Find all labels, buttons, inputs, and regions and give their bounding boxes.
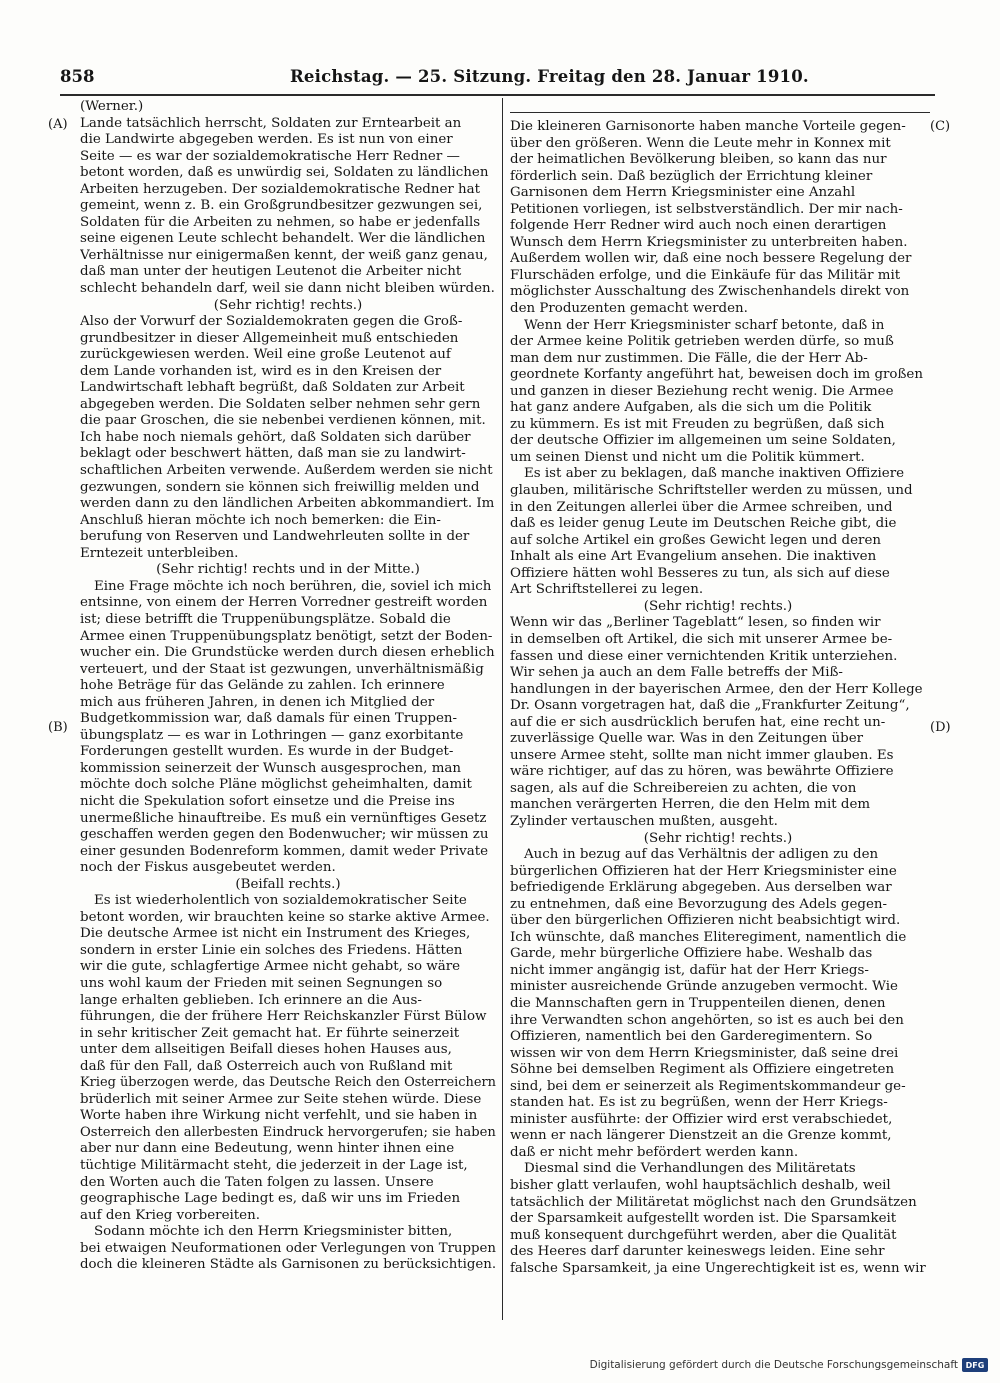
text-line: Art Schriftstellerei zu legen. (510, 582, 704, 598)
header-rule (60, 94, 935, 96)
text-line: Lande tatsächlich herrscht, Soldaten zur Erntearbeit an (80, 115, 462, 131)
text-line: Armee einen Truppenübungsplatz benötigt, setzt der Boden- (80, 628, 493, 644)
text-line: (Sehr richtig! rechts.) (213, 297, 363, 313)
text-line: geschaffen werden gegen den Bodenwucher; wir müssen zu (80, 827, 489, 843)
text-line: geographische Lage bedingt es, daß wir uns im Frieden (80, 1191, 461, 1207)
text-line: daß für den Fall, daß Österreich auch von Rußland mit (80, 1058, 453, 1074)
dfg-logo: DFG (962, 1358, 988, 1372)
text-line: unsere Armee steht, sollte man nicht immer glauben. Es (510, 747, 894, 763)
text-line: daß er nicht mehr befördert werden kann. (510, 1144, 799, 1160)
margin-marker-d: (D) (930, 720, 951, 735)
text-line: übungsplatz — es war in Lothringen — ganz exorbitante (80, 727, 464, 743)
text-line: Wir sehen ja auch an dem Falle betreffs der Miß- (510, 665, 843, 681)
text-line: abgegeben werden. Die Soldaten selber nehmen sehr gern (80, 396, 481, 412)
text-line: Außerdem wollen wir, daß eine noch bessere Regelung der (510, 251, 912, 267)
text-line: Die kleineren Garnisonorte haben manche Vorteile gegen- (510, 119, 906, 134)
text-line: Ich habe noch niemals gehört, daß Soldaten sich darüber (80, 429, 471, 445)
text-line: wir die gute, schlagfertige Armee nicht gehabt, so wäre (80, 959, 461, 975)
text-line: wissen wir von dem Herrn Kriegsminister, daß seine drei (510, 1045, 899, 1061)
text-line: Zylinder vertauschen mußten, ausgeht. (510, 813, 778, 829)
text-line: Soldaten für die Arbeiten zu nehmen, so habe er jedenfalls (80, 214, 481, 230)
text-line: nicht die Spekulation sofort einsetze und die Preise ins (80, 793, 455, 809)
text-line: wäre richtiger, auf das zu hören, was bewährte Offiziere (510, 764, 894, 780)
text-line: wucher ein. Die Grundstücke werden durch diesen erheblich (80, 645, 495, 661)
text-line: in sehr kritischer Zeit gemacht hat. Er führte seinerzeit (80, 1025, 460, 1041)
text-line: Söhne bei demselben Regiment als Offiziere eingetreten (510, 1062, 895, 1078)
running-header (60, 67, 935, 93)
text-line: minister ausführte: der Offizier wird erst verabschiedet, (510, 1111, 893, 1127)
text-line: uns wohl kaum der Frieden mit seinen Segnungen so (80, 975, 443, 991)
text-line: verteuert, und der Staat ist gezwungen, unverhältnismäßig (80, 661, 484, 677)
text-line: die Mannschaften gern in Truppenteilen dienen, denen (510, 995, 886, 1011)
text-line: handlungen in der bayerischen Armee, den der Herr Kollege (510, 681, 923, 697)
text-line: Landwirtschaft lebhaft begrüßt, daß Soldaten zur Arbeit (80, 380, 465, 396)
margin-marker-c: (C) (930, 119, 951, 134)
margin-marker-a: (A) (48, 117, 68, 132)
text-line: (Werner.) (80, 99, 144, 114)
text-line: Offiziere hätten wohl Besseres zu tun, als sich auf diese (510, 565, 890, 581)
text-line: berufung von Reserven und Landwehrleuten sollte in der (80, 529, 470, 545)
text-line: Budgetkommission war, daß damals für einen Truppen- (80, 711, 458, 727)
text-line: auf den Krieg vorbereiten. (80, 1207, 260, 1223)
text-line: hat ganz andere Aufgaben, als die sich um die Politik (510, 400, 872, 416)
text-line: Seite — es war der sozialdemokratische Herr Redner — (80, 148, 460, 164)
text-line: befriedigende Erklärung abgegeben. Aus derselben war (510, 880, 892, 896)
text-line: sagen, als auf die Schreibereien zu achten, die von (510, 780, 857, 796)
text-line: unter dem allseitigen Beifall dieses hohen Hauses aus, (80, 1042, 452, 1058)
text-line: um seinen Dienst und nicht um die Politik kümmert. (510, 449, 865, 465)
right-column-top-rule (510, 112, 930, 113)
text-line: gemeint, wenn z. B. ein Großgrundbesitzer gezwungen sei, (80, 198, 483, 214)
text-line: den Worten auch die Taten folgen zu lassen. Unsere (80, 1174, 434, 1190)
text-line: möglichster Ausschaltung des Zwischenhandels direkt von (510, 284, 910, 300)
text-line: daß es leider genug Leute im Deutschen Reiche gibt, die (510, 516, 897, 532)
text-line: Es ist aber zu beklagen, daß manche inaktiven Offiziere (524, 466, 905, 482)
text-line: kommission seinerzeit der Wunsch ausgesprochen, man (80, 760, 461, 776)
text-line: betont worden, wir brauchten keine so starke aktive Armee. (80, 909, 490, 925)
text-line: führungen, die der frühere Herr Reichskanzler Fürst Bülow (80, 1009, 487, 1025)
text-line: den Produzenten gemacht werden. (510, 301, 748, 317)
text-line: standen hat. Es ist zu begrüßen, wenn der Herr Kriegs- (510, 1095, 888, 1111)
text-line: auf die er sich ausdrücklich berufen hat, eine recht un- (510, 714, 886, 730)
text-line: Offizieren, namentlich bei den Garderegimentern. So (510, 1029, 873, 1045)
text-line: schlecht behandeln darf, weil sie dann nicht bleiben würden. (80, 281, 495, 297)
credit-text: Digitalisierung gefördert durch die Deutsche Forschungsgemeinschaft (589, 1359, 958, 1371)
text-line: man dem nur zustimmen. Die Fälle, die der Herr Ab- (510, 350, 868, 366)
text-line: noch der Fiskus ausgebeutet werden. (80, 860, 336, 876)
text-line: der Armee keine Politik getrieben werden dürfe, so muß (510, 334, 894, 350)
text-line: Forderungen gestellt wurden. Es wurde in der Budget- (80, 744, 454, 760)
text-line: glauben, militärische Schriftsteller werden zu müssen, und (510, 483, 913, 499)
text-line: Sodann möchte ich den Herrn Kriegsminister bitten, (94, 1224, 453, 1240)
margin-marker-b: (B) (48, 720, 68, 735)
text-line: des Heeres darf darunter keineswegs leiden. Eine sehr (510, 1244, 885, 1260)
text-line: daß man unter der heutigen Leutenot die Arbeiter nicht (80, 264, 462, 280)
text-line: grundbesitzer in dieser Allgemeinheit muß entschieden (80, 330, 459, 346)
text-line: (Sehr richtig! rechts.) (643, 830, 793, 846)
text-line: Also der Vorwurf der Sozialdemokraten gegen die Groß- (80, 314, 463, 330)
text-line: Petitionen vorliegen, ist selbstverständlich. Der mir nach- (510, 201, 903, 217)
text-line: entsinne, von einem der Herren Vorredner gestreift worden (80, 595, 488, 611)
text-line: Worte haben ihre Wirkung nicht verfehlt, und sie haben in (80, 1108, 478, 1124)
text-line: in demselben oft Artikel, die sich mit unserer Armee be- (510, 631, 893, 647)
text-line: förderlich sein. Daß bezüglich der Errichtung kleiner (510, 168, 873, 184)
text-line: Wunsch dem Herrn Kriegsminister zu unterbreiten haben. (510, 234, 908, 250)
text-line: auf solche Artikel ein großes Gewicht legen und deren (510, 532, 882, 548)
text-line: Inhalt als eine Art Evangelium ansehen. Die inaktiven (510, 549, 877, 565)
text-line: Garde, mehr bürgerliche Offiziere habe. Weshalb das (510, 946, 873, 962)
text-line: Diesmal sind die Verhandlungen des Militäretats (524, 1161, 856, 1177)
text-line: zu entnehmen, daß eine Bevorzugung des Adels gegen- (510, 896, 888, 912)
text-line: lange erhalten geblieben. Ich erinnere an die Aus- (80, 992, 422, 1008)
text-line: schaftlichen Arbeiten verwende. Außerdem werden sie nicht (80, 463, 493, 479)
text-line: Eine Frage möchte ich noch berühren, die, soviel ich mich (94, 578, 492, 594)
text-line: Erntezeit unterbleiben. (80, 545, 239, 561)
text-line: bisher glatt verlaufen, wohl hauptsächlich deshalb, weil (510, 1178, 891, 1193)
text-line: bei etwaigen Neuformationen oder Verlegungen von Truppen (80, 1240, 496, 1256)
text-line: Ich wünschte, daß manches Eliteregiment, namentlich die (510, 929, 907, 945)
text-line: aber nur dann eine Bedeutung, wenn hinter ihnen eine (80, 1141, 455, 1157)
text-line: beklagt oder beschwert hätten, daß man sie zu landwirt- (80, 446, 466, 462)
text-line: nicht immer angängig ist, dafür hat der Herr Kriegs- (510, 962, 869, 978)
text-line: und ganzen in dieser Beziehung recht wenig. Die Armee (510, 383, 894, 399)
text-line: doch die kleineren Städte als Garnisonen zu berücksichtigen. (80, 1257, 496, 1273)
text-line: Flurschäden erfolge, und die Einkäufe für das Militär mit (510, 267, 901, 283)
digitization-credit (590, 1358, 988, 1372)
text-line: einer gesunden Bodenreform kommen, damit weder Private (80, 843, 489, 859)
text-line: möchte doch solche Pläne möglichst geheimhalten, damit (80, 777, 472, 793)
text-line: Dr. Osann vorgetragen hat, daß die „Frankfurter Zeitung“, (510, 698, 910, 714)
text-line: Anschluß hieran möchte ich noch bemerken: die Ein- (80, 512, 441, 528)
text-line: tatsächlich der Militäretat möglichst nach den Grundsätzen (510, 1194, 917, 1210)
text-line: brüderlich mit seiner Armee zur Seite stehen würde. Diese (80, 1091, 482, 1107)
text-line: sind, bei dem er seinerzeit als Regimentskommandeur ge- (510, 1078, 906, 1094)
text-line: zuverlässige Quelle war. Was in den Zeitungen über (510, 731, 864, 747)
page-number: 858 (60, 67, 95, 86)
text-line: (Sehr richtig! rechts.) (643, 598, 793, 614)
text-line: unermeßliche hinauftreibe. Es muß ein vernünftiges Gesetz (80, 810, 487, 826)
text-line: Wenn wir das „Berliner Tageblatt“ lesen, so finden wir (510, 615, 881, 631)
text-line: Die deutsche Armee ist nicht ein Instrument des Krieges, (80, 926, 471, 942)
text-line: manchen verärgerten Herren, die den Helm mit dem (510, 797, 871, 813)
text-line: hohe Beträge für das Gelände zu zahlen. Ich erinnere (80, 678, 445, 694)
text-line: Arbeiten herzugeben. Der sozialdemokratische Redner hat (80, 181, 481, 197)
text-line: Wenn der Herr Kriegsminister scharf betonte, daß in (524, 317, 885, 333)
text-line: tüchtige Militärmacht steht, die jederzeit in der Lage ist, (80, 1158, 468, 1173)
text-line: über den größeren. Wenn die Leute mehr in Konnex mit (510, 135, 891, 151)
text-line: Krieg überzogen werde, das Deutsche Reich den Österreichern (80, 1075, 496, 1091)
text-line: der Sparsamkeit aufgestellt worden ist. Die Sparsamkeit (510, 1211, 897, 1227)
text-line: in den Zeitungen allerlei über die Armee schreiben, und (510, 499, 893, 515)
text-line: seine eigenen Leute schlecht behandelt. Wer die ländlichen (80, 231, 486, 247)
text-line: geordnete Korfanty angeführt hat, beweisen doch im großen (510, 367, 923, 383)
text-line: die Landwirte abgegeben werden. Es ist nun von einer (80, 132, 453, 148)
text-line: zu kümmern. Es ist mit Freuden zu begrüßen, daß sich (510, 416, 885, 432)
text-line: (Beifall rechts.) (235, 876, 341, 892)
text-line: der deutsche Offizier im allgemeinen um seine Soldaten, (510, 433, 896, 449)
text-line: die paar Groschen, die sie nebenbei verdienen können, mit. (80, 413, 486, 429)
text-line: werden dann zu den ländlichen Arbeiten abkommandiert. Im (80, 496, 495, 512)
text-line: falsche Sparsamkeit, ja eine Ungerechtigkeit ist es, wenn wir (510, 1260, 926, 1276)
running-title: Reichstag. — 25. Sitzung. Freitag den 28. Januar 1910. (290, 67, 809, 86)
text-line: sondern in erster Linie ein solches des Friedens. Hätten (80, 942, 463, 958)
text-line: mich aus früheren Jahren, in denen ich Mitglied der (80, 694, 435, 710)
text-line: muß konsequent durchgeführt werden, aber die Qualität (510, 1227, 897, 1243)
right-text-column (510, 119, 926, 1277)
left-text-column (80, 99, 496, 1274)
text-line: wenn er nach längerer Dienstzeit an die Grenze kommt, (510, 1128, 892, 1144)
text-line: zurückgewiesen werden. Weil eine große Leutenot auf (80, 347, 451, 363)
text-line: Es ist wiederholentlich von sozialdemokratischer Seite (94, 893, 467, 909)
text-line: über den bürgerlichen Offizieren nicht beabsichtigt wird. (510, 913, 901, 929)
text-line: folgende Herr Redner wird auch noch einen derartigen (510, 218, 887, 234)
text-line: bürgerlichen Offizieren hat der Herr Kriegsminister eine (510, 863, 897, 879)
text-line: betont worden, daß es unwürdig sei, Soldaten zu ländlichen (80, 165, 489, 181)
text-line: Verhältnisse nur einigermaßen kennt, der weiß ganz genau, (80, 247, 488, 263)
text-line: dem Lande vorhanden ist, wird es in den Kreisen der (80, 363, 442, 379)
text-line: minister ausreichende Gründe anzugeben vermocht. Wie (510, 979, 898, 995)
text-line: Auch in bezug auf das Verhältnis der adligen zu den (524, 847, 879, 863)
text-line: gezwungen, sondern sie können sich freiwillig melden und (80, 479, 480, 495)
text-line: Österreich den allerbesten Eindruck hervorgerufen; sie haben (80, 1124, 496, 1140)
column-divider (502, 98, 503, 1320)
text-line: (Sehr richtig! rechts und in der Mitte.) (156, 562, 420, 578)
text-line: fassen und diese einer vernichtenden Kritik unterziehen. (510, 648, 898, 664)
text-line: ist; diese betrifft die Truppenübungsplätze. Sobald die (80, 611, 451, 627)
text-line: ihre Verwandten schon angehörten, so ist es auch bei den (510, 1012, 904, 1028)
text-line: Garnisonen dem Herrn Kriegsminister eine Anzahl (510, 185, 856, 201)
text-line: der heimatlichen Bevölkerung bleiben, so kann das nur (510, 152, 887, 168)
